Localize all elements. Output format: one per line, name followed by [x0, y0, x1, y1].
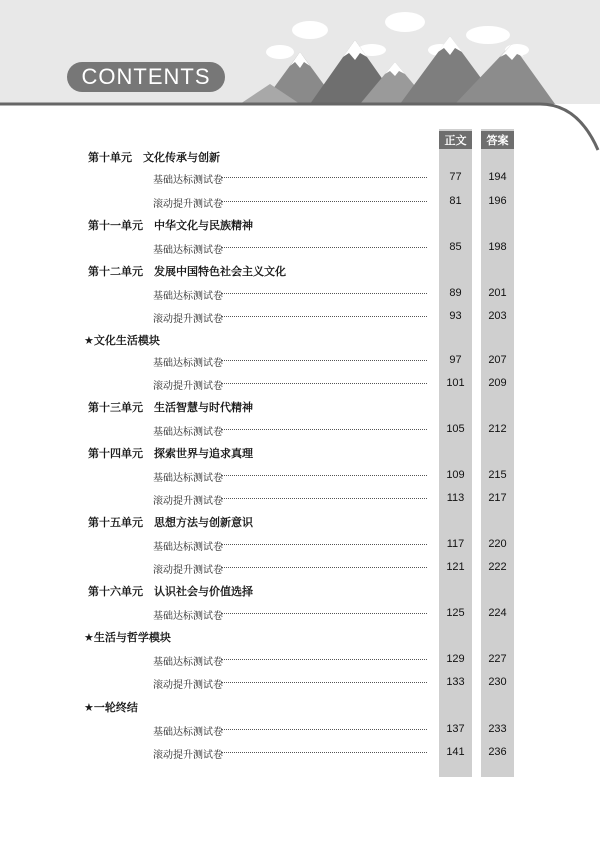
- body-page-number: 137: [446, 723, 465, 735]
- toc-item-row: [0, 240, 600, 256]
- dot-leader: [221, 177, 427, 178]
- toc-item-row: [0, 745, 600, 761]
- dot-leader: [221, 383, 427, 384]
- dot-leader: [221, 659, 427, 660]
- answer-page-number: 236: [488, 746, 507, 758]
- test-paper-label: 基础达标测试卷: [153, 611, 223, 622]
- answer-page-number: 227: [488, 653, 507, 665]
- toc-item-row: [0, 353, 600, 369]
- toc-item-row: [0, 675, 600, 691]
- body-page-number: 89: [449, 287, 462, 299]
- body-page-number: 85: [449, 241, 462, 253]
- toc-item-row: [0, 560, 600, 576]
- toc-item-row: [0, 606, 600, 622]
- dot-leader: [221, 544, 427, 545]
- toc-item-row: [0, 468, 600, 484]
- body-page-number: 101: [446, 377, 465, 389]
- body-page-number: 117: [446, 538, 465, 550]
- answer-page-number: 194: [488, 171, 507, 183]
- test-paper-label: 滚动提升测试卷: [153, 680, 223, 691]
- unit-heading-row: [0, 217, 600, 233]
- answer-page-number: 217: [488, 492, 507, 504]
- answer-page-number: 222: [488, 561, 507, 573]
- dot-leader: [221, 498, 427, 499]
- toc-item-row: [0, 537, 600, 553]
- answer-page-number: 220: [488, 538, 507, 550]
- body-page-number: 105: [446, 423, 465, 435]
- dot-leader: [221, 729, 427, 730]
- dot-leader: [221, 293, 427, 294]
- toc-item-row: [0, 652, 600, 668]
- body-page-number: 109: [446, 469, 465, 481]
- test-paper-label: 滚动提升测试卷: [153, 496, 223, 507]
- answer-page-number: 212: [488, 423, 507, 435]
- unit-title: 第十一单元 中华文化与民族精神: [88, 219, 253, 232]
- module-heading-row: [0, 699, 600, 715]
- toc-item-row: [0, 422, 600, 438]
- test-paper-label: 基础达标测试卷: [153, 175, 223, 186]
- dot-leader: [221, 247, 427, 248]
- body-page-number: 97: [449, 354, 462, 366]
- body-page-number: 121: [446, 561, 465, 573]
- test-paper-label: 滚动提升测试卷: [153, 381, 223, 392]
- toc-item-row: [0, 376, 600, 392]
- module-heading-row: [0, 629, 600, 645]
- toc-item-row: [0, 286, 600, 302]
- module-title: ★一轮终结: [84, 701, 138, 714]
- answer-page-number: 198: [488, 241, 507, 253]
- answer-column-header: 答案: [481, 131, 514, 149]
- unit-title: 第十单元 文化传承与创新: [88, 151, 220, 164]
- test-paper-label: 基础达标测试卷: [153, 427, 223, 438]
- test-paper-label: 基础达标测试卷: [153, 727, 223, 738]
- body-column-header: 正文: [439, 131, 472, 149]
- dot-leader: [221, 613, 427, 614]
- answer-page-number: 201: [488, 287, 507, 299]
- unit-title: 第十五单元 思想方法与创新意识: [88, 516, 253, 529]
- test-paper-label: 基础达标测试卷: [153, 542, 223, 553]
- test-paper-label: 基础达标测试卷: [153, 657, 223, 668]
- test-paper-label: 基础达标测试卷: [153, 245, 223, 256]
- body-page-number: 133: [446, 676, 465, 688]
- answer-page-number: 230: [488, 676, 507, 688]
- toc-item-row: [0, 491, 600, 507]
- body-page-number: 125: [446, 607, 465, 619]
- module-heading-row: [0, 332, 600, 348]
- dot-leader: [221, 567, 427, 568]
- answer-page-number: 203: [488, 310, 507, 322]
- unit-heading-row: [0, 583, 600, 599]
- toc-item-row: [0, 194, 600, 210]
- unit-heading-row: [0, 445, 600, 461]
- body-page-number: 129: [446, 653, 465, 665]
- dot-leader: [221, 429, 427, 430]
- dot-leader: [221, 201, 427, 202]
- module-title: ★生活与哲学模块: [84, 631, 171, 644]
- toc-item-row: [0, 722, 600, 738]
- answer-page-number: 196: [488, 195, 507, 207]
- dot-leader: [221, 752, 427, 753]
- answer-page-number: 215: [488, 469, 507, 481]
- contents-title: CONTENTS: [67, 62, 225, 92]
- unit-title: 第十四单元 探索世界与追求真理: [88, 447, 253, 460]
- test-paper-label: 滚动提升测试卷: [153, 750, 223, 761]
- test-paper-label: 滚动提升测试卷: [153, 565, 223, 576]
- dot-leader: [221, 682, 427, 683]
- toc-item-row: [0, 170, 600, 186]
- dot-leader: [221, 475, 427, 476]
- body-page-number: 141: [446, 746, 465, 758]
- unit-title: 第十三单元 生活智慧与时代精神: [88, 401, 253, 414]
- answer-page-number: 224: [488, 607, 507, 619]
- unit-title: 第十六单元 认识社会与价值选择: [88, 585, 253, 598]
- answer-page-number: 207: [488, 354, 507, 366]
- unit-heading-row: [0, 263, 600, 279]
- test-paper-label: 滚动提升测试卷: [153, 199, 223, 210]
- dot-leader: [221, 316, 427, 317]
- test-paper-label: 基础达标测试卷: [153, 473, 223, 484]
- toc-item-row: [0, 309, 600, 325]
- answer-page-number: 209: [488, 377, 507, 389]
- body-page-number: 113: [446, 492, 465, 504]
- unit-heading-row: [0, 399, 600, 415]
- module-title: ★文化生活模块: [84, 334, 160, 347]
- test-paper-label: 滚动提升测试卷: [153, 314, 223, 325]
- unit-title: 第十二单元 发展中国特色社会主义文化: [88, 265, 286, 278]
- body-page-number: 81: [449, 195, 462, 207]
- body-page-number: 93: [449, 310, 462, 322]
- unit-heading-row: [0, 149, 600, 165]
- test-paper-label: 基础达标测试卷: [153, 358, 223, 369]
- body-page-number: 77: [449, 171, 462, 183]
- test-paper-label: 基础达标测试卷: [153, 291, 223, 302]
- answer-page-number: 233: [488, 723, 507, 735]
- dot-leader: [221, 360, 427, 361]
- unit-heading-row: [0, 514, 600, 530]
